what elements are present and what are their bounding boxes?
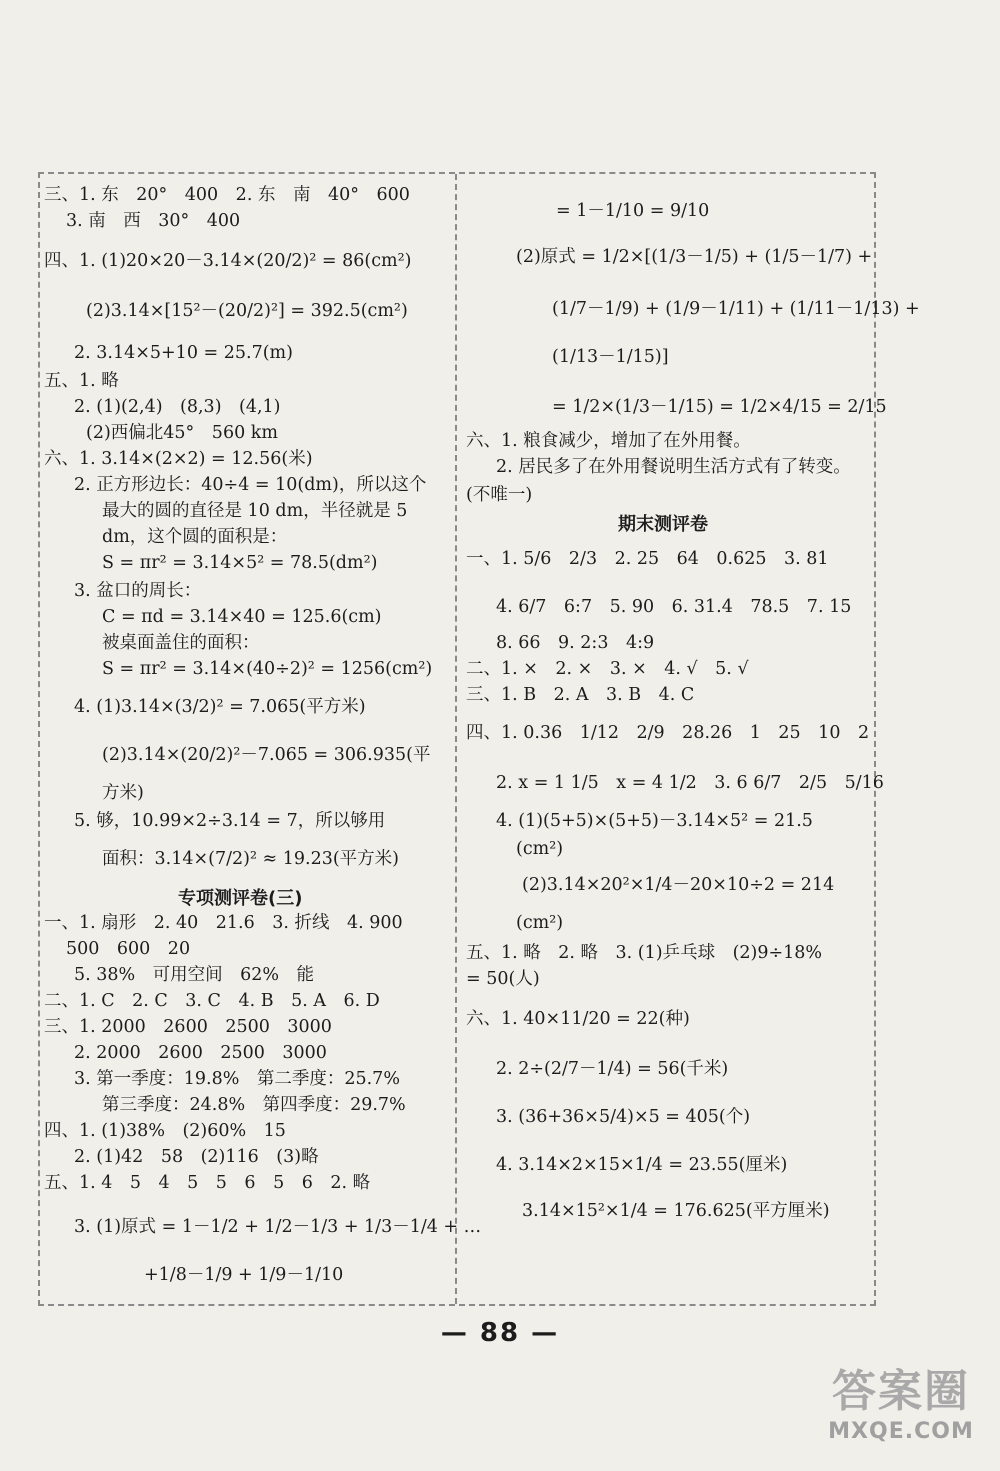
answer-line: (2)西偏北45° 560 km [86, 423, 278, 443]
answer-line: 一、1. 5/6 2/3 2. 25 64 0.625 3. 81 [466, 549, 829, 569]
answer-line: 三、1. 东 20° 400 2. 东 南 40° 600 [44, 185, 410, 205]
answer-line: 4. 3.14×2×15×1/4 = 23.55(厘米) [496, 1155, 788, 1175]
answer-line: 四、1. (1)38% (2)60% 15 [44, 1121, 286, 1141]
answer-line: 3. (1)原式 = 1－1/2 + 1/2－1/3 + 1/3－1/4 + … [74, 1217, 482, 1237]
answer-line: 二、1. C 2. C 3. C 4. B 5. A 6. D [44, 991, 380, 1011]
answer-line: 四、1. 0.36 1/12 2/9 28.26 1 25 10 2 [466, 723, 870, 743]
answer-line: (cm²) [516, 913, 564, 933]
answer-line: (1/13－1/15)] [552, 347, 669, 367]
answer-line: 2. (1)42 58 (2)116 (3)略 [74, 1147, 319, 1167]
page-number: — 88 — [440, 1318, 560, 1348]
answer-line: 一、1. 扇形 2. 40 21.6 3. 折线 4. 900 [44, 913, 403, 933]
answer-line: 五、1. 略 [44, 371, 119, 391]
answer-line: 五、1. 略 2. 略 3. (1)乒乓球 (2)9÷18% [466, 943, 823, 963]
answer-line: 3.14×15²×1/4 = 176.625(平方厘米) [522, 1201, 830, 1221]
answer-line: 面积：3.14×(7/2)² ≈ 19.23(平方米) [102, 849, 400, 869]
answer-line: +1/8－1/9 + 1/9－1/10 [144, 1265, 344, 1285]
answer-line: 2. x = 1 1/5 x = 4 1/2 3. 6 6/7 2/5 5/16 [496, 773, 884, 793]
answer-line: S = πr² = 3.14×(40÷2)² = 1256(cm²) [102, 659, 433, 679]
answer-line: 3. 盆口的周长： [74, 581, 202, 601]
answer-line: 二、1. × 2. × 3. × 4. √ 5. √ [466, 659, 749, 679]
watermark-url: MXQE.COM [828, 1419, 974, 1444]
answer-line: 三、1. 2000 2600 2500 3000 [44, 1017, 332, 1037]
answer-line: 4. (1)3.14×(3/2)² = 7.065(平方米) [74, 697, 366, 717]
answer-line: 最大的圆的直径是 10 dm，半径就是 5 [102, 501, 408, 521]
answer-line: 被桌面盖住的面积： [102, 633, 260, 653]
answer-line: 2. 正方形边长：40÷4 = 10(dm)，所以这个 [74, 475, 427, 495]
answer-line: 六、1. 粮食减少，增加了在外用餐。 [466, 431, 751, 451]
watermark [816, 1365, 986, 1465]
answer-line: 500 600 20 [66, 939, 191, 959]
answer-line: 2. (1)(2,4) (8,3) (4,1) [74, 397, 281, 417]
answer-line: = 50(人) [466, 969, 540, 989]
answer-line: 2. 2÷(2/7－1/4) = 56(千米) [496, 1059, 729, 1079]
answer-line: (2)3.14×[15²－(20/2)²] = 392.5(cm²) [86, 301, 408, 321]
section-title: 专项测评卷(三) [178, 888, 303, 909]
answer-line: 五、1. 4 5 4 5 5 6 5 6 2. 略 [44, 1173, 371, 1193]
answer-line: dm，这个圆的面积是： [102, 527, 288, 547]
answer-line: 3. 南 西 30° 400 [66, 211, 241, 231]
watermark-logo: 答案圈 [832, 1366, 970, 1417]
answer-line: = 1/2×(1/3－1/15) = 1/2×4/15 = 2/15 [552, 397, 887, 417]
answer-line: 第三季度：24.8% 第四季度：29.7% [102, 1095, 406, 1115]
column-divider [455, 174, 457, 1304]
answer-line: 六、1. 3.14×(2×2) = 12.56(米) [44, 449, 313, 469]
answer-line: 四、1. (1)20×20－3.14×(20/2)² = 86(cm²) [44, 251, 412, 271]
answer-line: 5. 38% 可用空间 62% 能 [74, 965, 315, 985]
answer-line: 三、1. B 2. A 3. B 4. C [466, 685, 695, 705]
answer-line: (2)3.14×20²×1/4－20×10÷2 = 214 [522, 875, 835, 895]
answer-line: (2)原式 = 1/2×[(1/3－1/5) + (1/5－1/7) + [516, 247, 873, 267]
answer-line: S = πr² = 3.14×5² = 78.5(dm²) [102, 553, 378, 573]
answer-line: 5. 够，10.99×2÷3.14 = 7，所以够用 [74, 811, 386, 831]
answer-line: (2)3.14×(20/2)²－7.065 = 306.935(平 [102, 745, 431, 765]
answer-line: 4. (1)(5+5)×(5+5)－3.14×5² = 21.5 [496, 811, 813, 831]
answer-line: 方米) [102, 783, 144, 803]
answer-line: 2. 3.14×5+10 = 25.7(m) [74, 343, 293, 363]
answer-line: 3. (36+36×5/4)×5 = 405(个) [496, 1107, 751, 1127]
answer-line: (不唯一) [466, 485, 533, 505]
answer-line: 4. 6/7 6:7 5. 90 6. 31.4 78.5 7. 15 [496, 597, 852, 617]
answer-line: = 1－1/10 = 9/10 [556, 201, 710, 221]
answer-line: 2. 2000 2600 2500 3000 [74, 1043, 327, 1063]
answer-line: 3. 第一季度：19.8% 第二季度：25.7% [74, 1069, 400, 1089]
answer-line: C = πd = 3.14×40 = 125.6(cm) [102, 607, 382, 627]
answer-line: 六、1. 40×11/20 = 22(种) [466, 1009, 690, 1029]
answer-line: 2. 居民多了在外用餐说明生活方式有了转变。 [496, 457, 851, 477]
section-title: 期末测评卷 [618, 514, 708, 535]
answer-line: (cm²) [516, 839, 564, 859]
answer-line: (1/7－1/9) + (1/9－1/11) + (1/11－1/13) + [552, 299, 920, 319]
answer-line: 8. 66 9. 2:3 4:9 [496, 633, 655, 653]
